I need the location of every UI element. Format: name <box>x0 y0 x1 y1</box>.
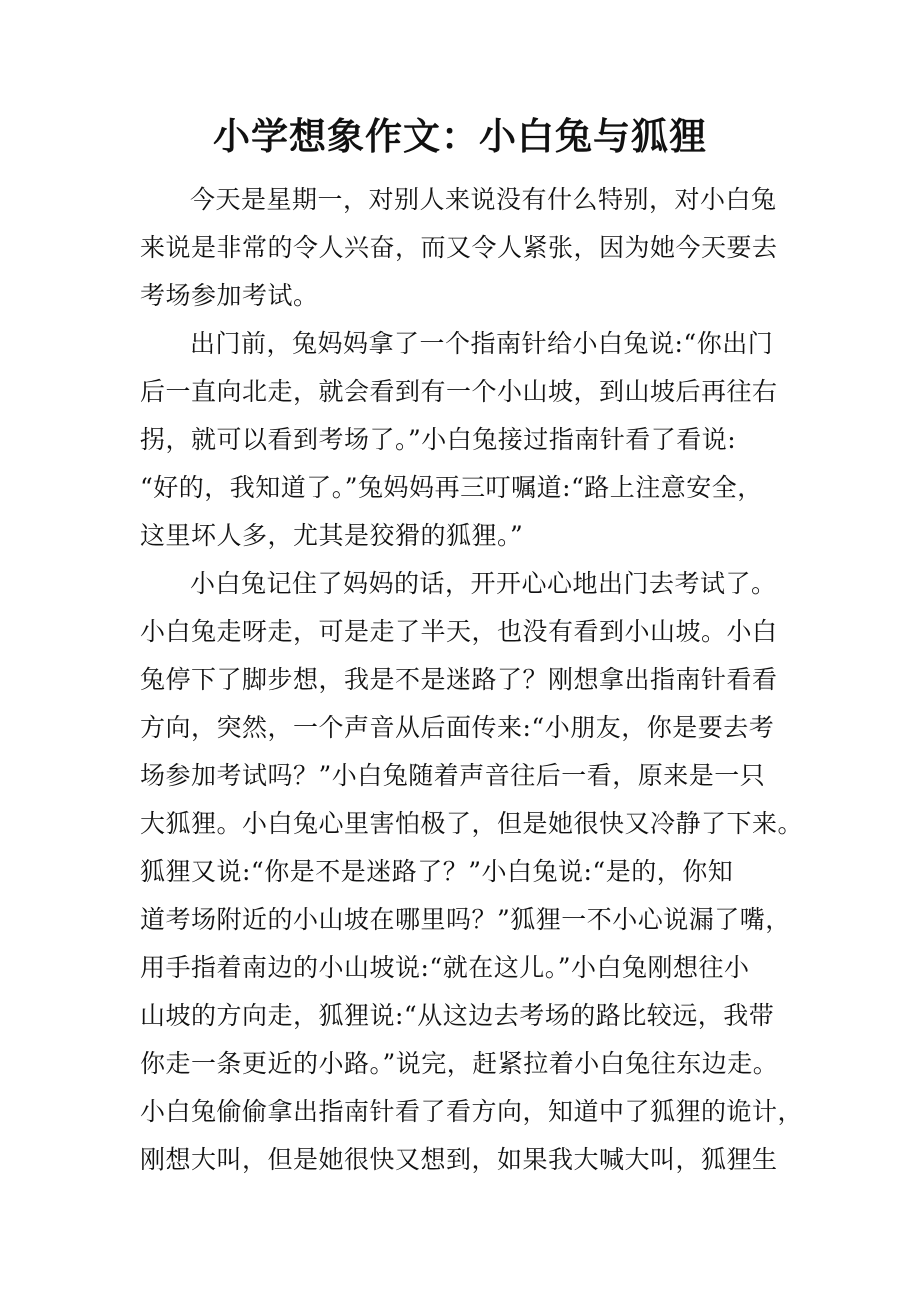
text-line: 出门前，兔妈妈拿了一个指南针给小白兔说:“你出门 <box>190 329 774 358</box>
text-line: 小白兔偷偷拿出指南针看了看方向，知道中了狐狸的诡计， <box>140 1097 804 1126</box>
text-line: 方向，突然，一个声音从后面传来:“小朋友，你是要去考 <box>140 713 775 742</box>
text-line: 兔停下了脚步想，我是不是迷路了？刚想拿出指南针看看 <box>140 665 778 694</box>
text-line: 小白兔走呀走，可是走了半天，也没有看到小山坡。小白 <box>140 617 778 646</box>
text-line: 大狐狸。小白兔心里害怕极了，但是她很快又冷静了下来。 <box>140 809 804 838</box>
text-line: 考场参加考试。 <box>140 281 319 310</box>
text-line: 场参加考试吗？”小白兔随着声音往后一看，原来是一只 <box>140 761 766 790</box>
text-line: 拐，就可以看到考场了。”小白兔接过指南针看了看说: <box>140 425 737 454</box>
text-line: 道考场附近的小山坡在哪里吗？”狐狸一不小心说漏了嘴， <box>140 905 791 934</box>
text-line: 来说是非常的令人兴奋，而又令人紧张，因为她今天要去 <box>140 233 778 262</box>
text-line: 这里坏人多，尤其是狡猾的狐狸。” <box>140 521 524 550</box>
text-line: 山坡的方向走，狐狸说:“从这边去考场的路比较远，我带 <box>140 1001 775 1030</box>
text-line: 狐狸又说:“你是不是迷路了？”小白兔说:“是的，你知 <box>140 857 734 886</box>
text-line: 小白兔记住了妈妈的话，开开心心地出门去考试了。 <box>190 569 777 598</box>
document-title: 小学想象作文：小白兔与狐狸 <box>213 114 707 158</box>
text-line: 你走一条更近的小路。”说完，赶紧拉着小白兔往东边走。 <box>140 1049 779 1078</box>
text-line: 今天是星期一，对别人来说没有什么特别，对小白兔 <box>190 185 777 214</box>
text-line: “好的，我知道了。”兔妈妈再三叮嘱道:“路上注意安全， <box>140 473 763 502</box>
text-line: 刚想大叫，但是她很快又想到，如果我大喊大叫，狐狸生 <box>140 1145 778 1174</box>
text-line: 后一直向北走，就会看到有一个小山坡，到山坡后再往右 <box>140 377 778 406</box>
text-line: 用手指着南边的小山坡说:“就在这儿。”小白兔刚想往小 <box>140 953 750 982</box>
